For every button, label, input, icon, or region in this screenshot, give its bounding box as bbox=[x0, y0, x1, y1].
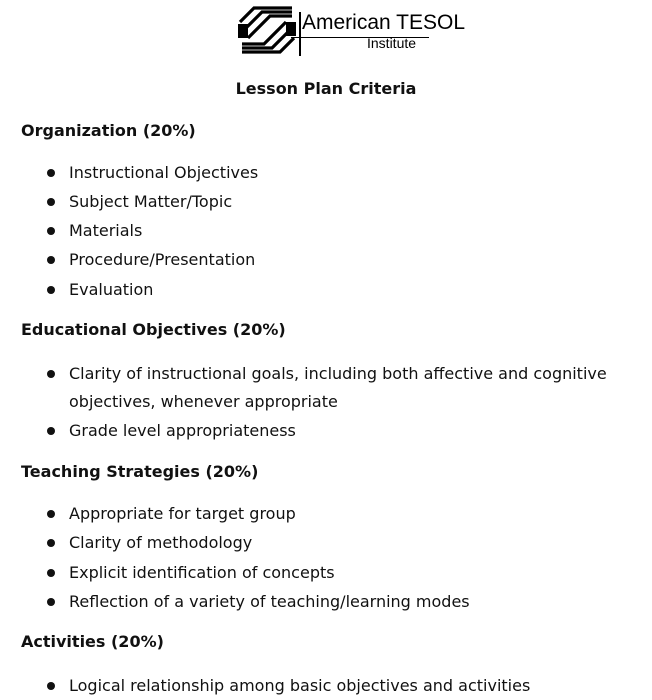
bullet-icon bbox=[47, 682, 55, 690]
list-item: Clarity of methodology bbox=[69, 529, 639, 557]
bullet-icon bbox=[47, 286, 55, 294]
bullet-icon bbox=[47, 598, 55, 606]
list-item: Grade level appropriateness bbox=[69, 417, 639, 445]
list-item: Reflection of a variety of teaching/learning modes bbox=[69, 588, 639, 616]
document-title: Lesson Plan Criteria bbox=[235, 79, 417, 98]
list-item: Procedure/Presentation bbox=[69, 246, 639, 274]
list-item: Subject Matter/Topic bbox=[69, 188, 639, 216]
list-item: Explicit identification of concepts bbox=[69, 559, 639, 587]
bullet-icon bbox=[47, 169, 55, 177]
american-tesol-logo bbox=[236, 4, 466, 56]
bullet-icon bbox=[47, 569, 55, 577]
bullet-icon bbox=[47, 539, 55, 547]
list-item: Evaluation bbox=[69, 276, 639, 304]
logo-subtitle: Institute bbox=[367, 35, 417, 51]
section-heading-educational-objectives: Educational Objectives (20%) bbox=[21, 320, 286, 339]
bullet-icon bbox=[47, 427, 55, 435]
list-item: Logical relationship among basic objectives and activities bbox=[69, 672, 639, 700]
logo-emblem-icon bbox=[236, 4, 298, 56]
logo-name: American TESOL bbox=[302, 11, 466, 34]
bullet-icon bbox=[47, 370, 55, 378]
bullet-icon bbox=[47, 227, 55, 235]
bullet-icon bbox=[47, 256, 55, 264]
list-item: Instructional Objectives bbox=[69, 159, 639, 187]
list-item: Materials bbox=[69, 217, 639, 245]
section-heading-activities: Activities (20%) bbox=[21, 632, 164, 651]
bullet-icon bbox=[47, 510, 55, 518]
list-item: Clarity of instructional goals, including both affective and cognitive objectives, whenever appropriate bbox=[69, 360, 639, 416]
logo-divider-vertical bbox=[299, 12, 301, 56]
list-item: Appropriate for target group bbox=[69, 500, 639, 528]
section-heading-organization: Organization (20%) bbox=[21, 121, 196, 140]
section-heading-teaching-strategies: Teaching Strategies (20%) bbox=[21, 462, 259, 481]
bullet-icon bbox=[47, 198, 55, 206]
